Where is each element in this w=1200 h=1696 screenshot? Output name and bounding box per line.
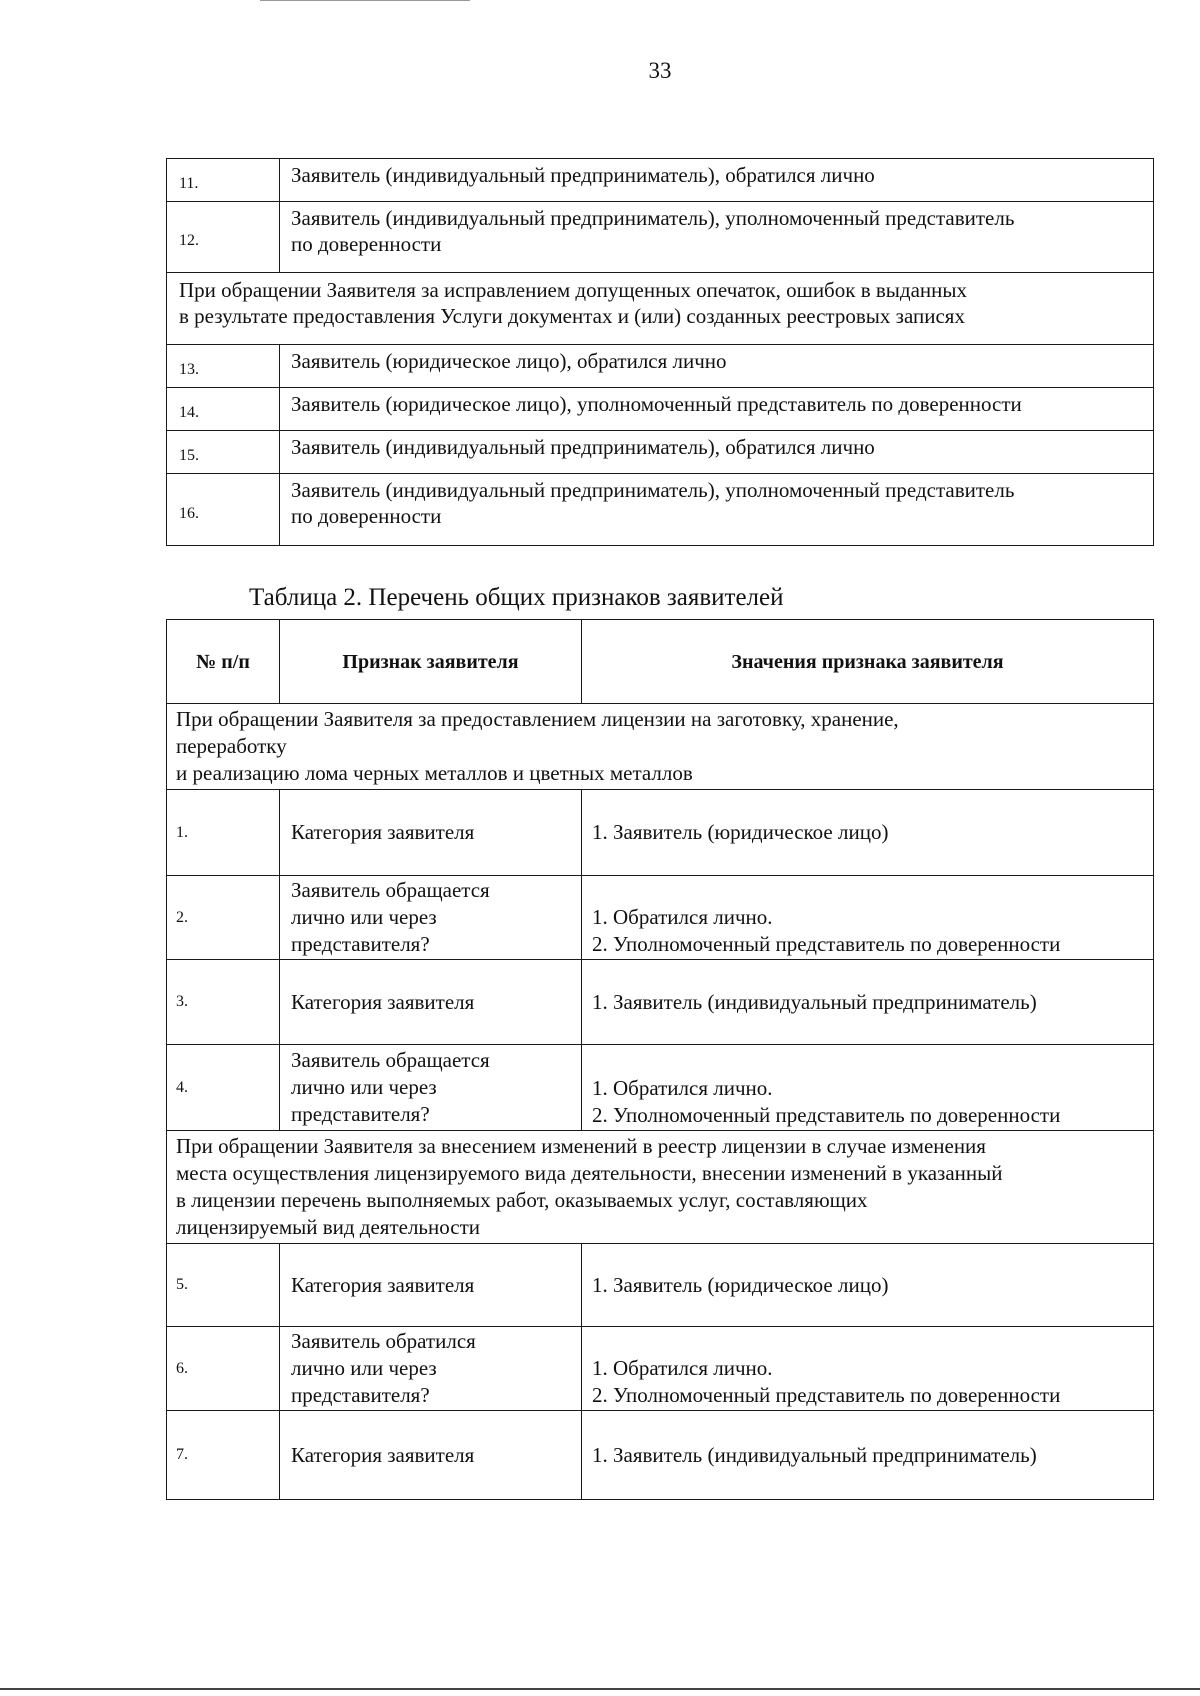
section-heading-line: При обращении Заявителя за предоставлением лицензии на заготовку, хранение, <box>176 707 899 731</box>
row-number: 13. <box>167 345 280 388</box>
attribute-cell <box>280 1411 582 1500</box>
row-number: 2. <box>167 876 280 960</box>
table-row <box>167 1327 1154 1411</box>
section-heading-cell <box>167 273 1154 345</box>
applicant-option-cell <box>280 431 1154 474</box>
section-heading-line: При обращении Заявителя за исправлением допущенных опечаток, ошибок в выданных <box>179 278 967 302</box>
applicant-option-line: по доверенности <box>291 504 442 528</box>
attribute-value-line: 1. Обратился лично. <box>592 1356 773 1380</box>
attribute-value-line: 1. Обратился лично. <box>592 905 773 929</box>
header-values: Значения признака заявителя <box>582 620 1154 704</box>
attribute-line: Заявитель обратился <box>291 1329 476 1353</box>
section-heading-line: переработку <box>176 734 287 758</box>
table-row <box>167 431 1154 474</box>
attribute-line: Заявитель обращается <box>291 878 490 902</box>
applicant-option-cell <box>280 345 1154 388</box>
attribute-value-line: 2. Уполномоченный представитель по доверенности <box>592 1383 1061 1407</box>
section-heading-line: в лицензии перечень выполняемых работ, оказываемых услуг, составляющих <box>176 1188 868 1212</box>
row-number: 15. <box>167 431 280 474</box>
table-row <box>167 1045 1154 1131</box>
applicant-option-cell <box>280 474 1154 546</box>
attribute-line: лично или через <box>291 1075 437 1099</box>
attribute-cell <box>280 790 582 876</box>
applicant-option-line: по доверенности <box>291 232 442 256</box>
row-number: 6. <box>167 1327 280 1411</box>
row-number: 5. <box>167 1244 280 1327</box>
attribute-value-line: 1. Заявитель (индивидуальный предприниматель) <box>592 989 1037 1014</box>
attribute-line: Категория заявителя <box>291 1442 475 1467</box>
applicant-attributes-table <box>166 619 1154 1500</box>
attribute-values-cell <box>582 1045 1154 1131</box>
attribute-cell <box>280 960 582 1045</box>
attribute-cell <box>280 1327 582 1411</box>
table2-caption: Таблица 2. Перечень общих признаков заявителей <box>249 584 784 611</box>
section-row <box>167 704 1154 790</box>
table-row <box>167 960 1154 1045</box>
attribute-values-cell <box>582 1327 1154 1411</box>
attribute-value-line: 1. Заявитель (юридическое лицо) <box>592 1272 889 1297</box>
attribute-value-line: 1. Обратился лично. <box>592 1076 773 1100</box>
table-row <box>167 159 1154 202</box>
section-row <box>167 273 1154 345</box>
applicant-option-line: Заявитель (индивидуальный предприниматель), обратился лично <box>291 435 875 459</box>
table-row <box>167 876 1154 960</box>
page-number: 33 <box>648 58 672 83</box>
applicant-option-line: Заявитель (юридическое лицо), уполномоченный представитель по доверенности <box>291 392 1022 416</box>
attribute-line: представителя? <box>291 1102 430 1126</box>
row-number: 12. <box>167 202 280 273</box>
table2-header-row <box>167 620 1154 704</box>
table-row <box>167 790 1154 876</box>
row-number: 14. <box>167 388 280 431</box>
attribute-values-cell <box>582 1411 1154 1500</box>
row-number: 16. <box>167 474 280 546</box>
attribute-cell <box>280 1244 582 1327</box>
attribute-values-cell <box>582 876 1154 960</box>
section-heading-line: При обращении Заявителя за внесением изменений в реестр лицензии в случае изменения <box>176 1134 986 1158</box>
applicant-option-cell <box>280 388 1154 431</box>
table-row <box>167 202 1154 273</box>
section-heading-line: в результате предоставления Услуги документах и (или) созданных реестровых записях <box>179 304 965 328</box>
applicant-option-line: Заявитель (индивидуальный предприниматель), уполномоченный представитель <box>291 478 1015 502</box>
row-number: 7. <box>167 1411 280 1500</box>
attribute-line: представителя? <box>291 932 430 956</box>
header-num: № п/п <box>167 620 280 704</box>
attribute-values-cell <box>582 790 1154 876</box>
section-heading-cell <box>167 1131 1154 1244</box>
applicant-option-cell <box>280 202 1154 273</box>
attribute-value-line: 1. Заявитель (юридическое лицо) <box>592 820 889 844</box>
attribute-cell <box>280 1045 582 1131</box>
applicant-option-line: Заявитель (юридическое лицо), обратился лично <box>291 349 727 373</box>
table-row <box>167 345 1154 388</box>
row-number: 11. <box>167 159 280 202</box>
row-number: 1. <box>167 790 280 876</box>
table-row <box>167 1411 1154 1500</box>
attribute-line: Заявитель обращается <box>291 1048 490 1072</box>
scan-artifact-line <box>260 0 470 1</box>
attribute-line: лично или через <box>291 905 437 929</box>
attribute-line: лично или через <box>291 1356 437 1380</box>
attribute-value-line: 1. Заявитель (индивидуальный предприниматель) <box>592 1442 1037 1467</box>
scan-bottom-edge <box>0 1688 1200 1690</box>
attribute-values-cell <box>582 960 1154 1045</box>
attribute-value-line: 2. Уполномоченный представитель по доверенности <box>592 1103 1061 1127</box>
attribute-line: Категория заявителя <box>291 1272 475 1297</box>
section-heading-line: лицензируемый вид деятельности <box>176 1215 481 1239</box>
section-row <box>167 1131 1154 1244</box>
attribute-line: Категория заявителя <box>291 989 475 1014</box>
applicant-options-table-continued <box>166 158 1154 546</box>
section-heading-line: места осуществления лицензируемого вида деятельности, внесении изменений в указанный <box>176 1161 1003 1185</box>
table-row <box>167 474 1154 546</box>
attribute-line: Категория заявителя <box>291 820 475 844</box>
section-heading-cell <box>167 704 1154 790</box>
section-heading-line: и реализацию лома черных металлов и цветных металлов <box>176 761 693 785</box>
row-number: 4. <box>167 1045 280 1131</box>
attribute-value-line: 2. Уполномоченный представитель по доверенности <box>592 932 1061 956</box>
applicant-option-line: Заявитель (индивидуальный предприниматель), уполномоченный представитель <box>291 206 1015 230</box>
header-attribute: Признак заявителя <box>280 620 582 704</box>
table-row <box>167 1244 1154 1327</box>
attribute-cell <box>280 876 582 960</box>
applicant-option-line: Заявитель (индивидуальный предприниматель), обратился лично <box>291 163 875 187</box>
applicant-option-cell <box>280 159 1154 202</box>
table-row <box>167 388 1154 431</box>
attribute-line: представителя? <box>291 1383 430 1407</box>
attribute-values-cell <box>582 1244 1154 1327</box>
row-number: 3. <box>167 960 280 1045</box>
